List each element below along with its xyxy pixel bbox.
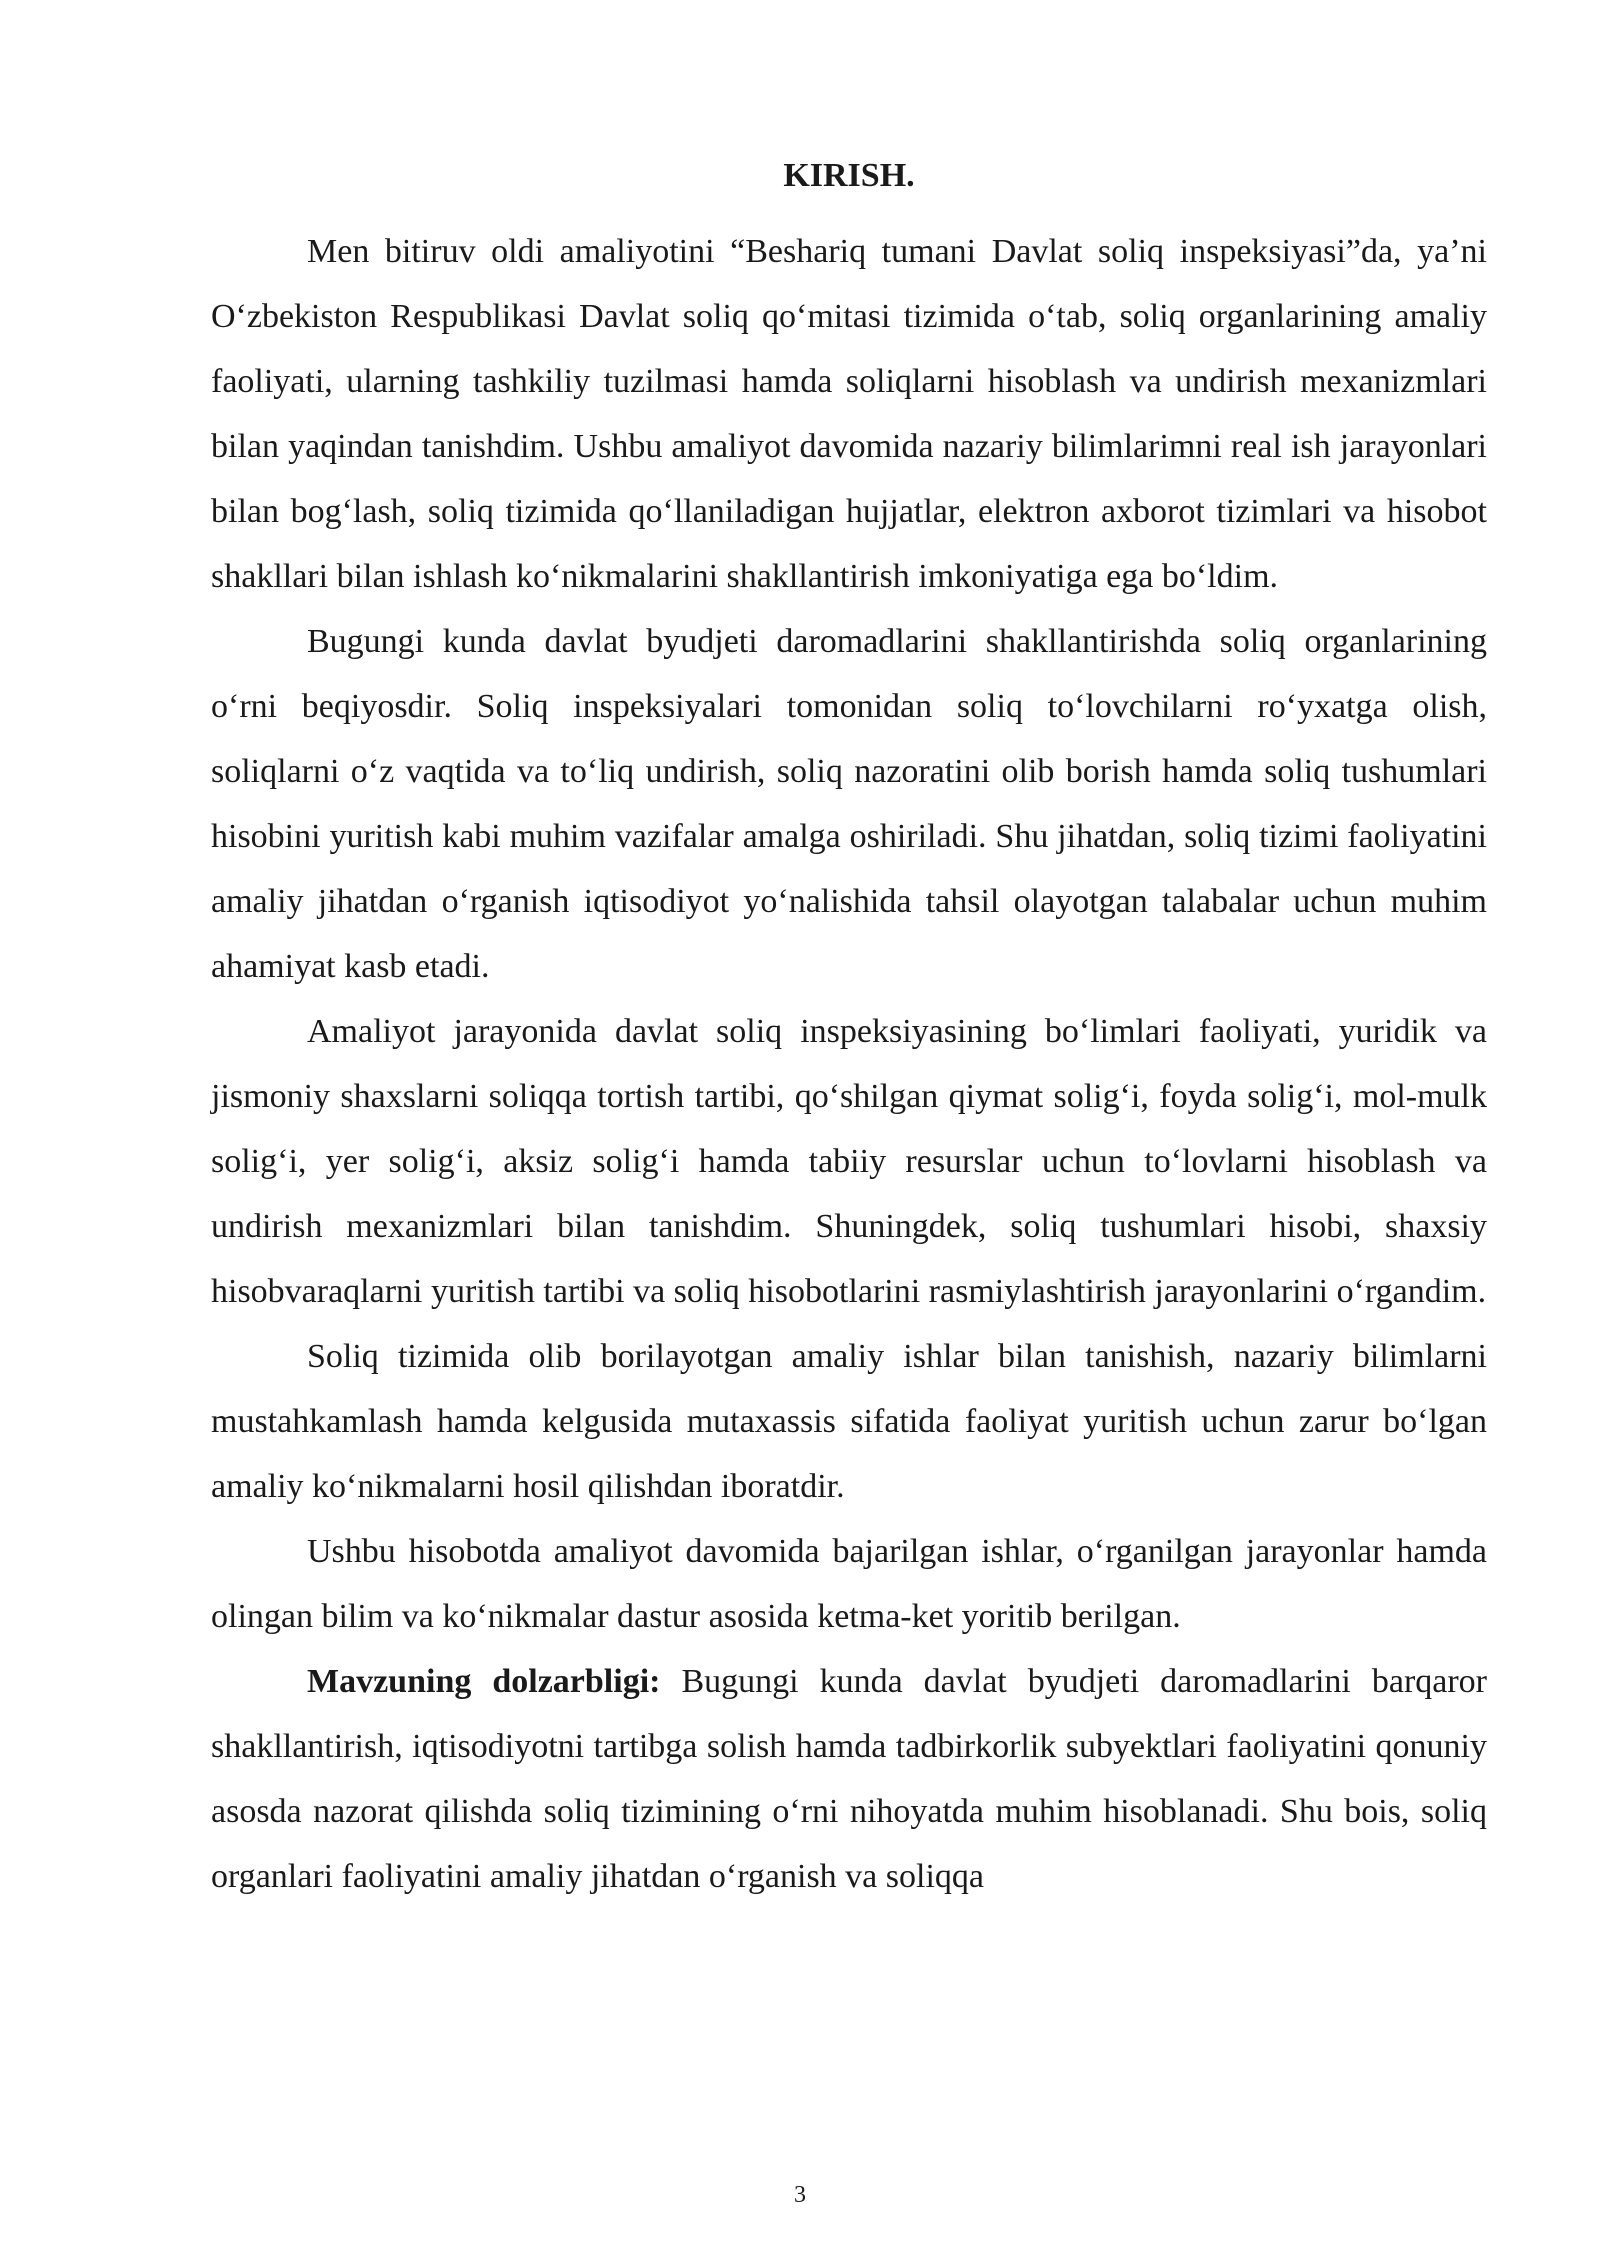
page-number: 3 — [794, 2182, 806, 2208]
paragraph-intro — [211, 219, 1487, 609]
paragraph-text: Bugungi kunda davlat byudjeti daromadlarini shakllantirishda soliq organlarining o‘rni beqiyosdir. Soliq inspeksiyalari tomonidan soliq to‘lovchilarni ro‘yxatga olish, soliqlarni o‘z vaqtida va to‘liq undirish, soliq nazoratini olib borish hamda soliq tushumlari hisobini yuritish kabi muhim vazifalar amalga oshiriladi. Shu jihatdan, soliq tizimi faoliyatini amaliy jihatdan o‘rganish iqtisodiyot yo‘nalishida tahsil olayotgan talabalar uchun muhim ahamiyat kasb etadi. — [211, 623, 1487, 985]
paragraph-text: Men bitiruv oldi amaliyotini “Beshariq tumani Davlat soliq inspeksiyasi”da, ya’ni O‘zbekiston Respublikasi Davlat soliq qo‘mitasi tizimida o‘tab, soliq organlarining amaliy faoliyati, ularning tashkiliy tuzilmasi hamda soliqlarni hisoblash va undirish mexanizmlari bilan yaqindan tanishdim. Ushbu amaliyot davomida nazariy bilimlarimni real ish jarayonlari bilan bog‘lash, soliq tizimida qo‘llaniladigan hujjatlar, elektron axborot tizimlari va hisobot shakllari bilan ishlash ko‘nikmalarini shakllantirish imkoniyatiga ega bo‘ldim. — [211, 233, 1487, 595]
paragraph-practice-process — [211, 999, 1487, 1324]
paragraph-text: Soliq tizimida olib borilayotgan amaliy ishlar bilan tanishish, nazariy bilimlarni mustahkamlash hamda kelgusida mutaxassis sifatida faoliyat yuritish uchun zarur bo‘lgan amaliy ko‘nikmalarni hosil qilishdan iboratdir. — [211, 1338, 1487, 1505]
body-text — [211, 219, 1487, 1909]
paragraph-purpose — [211, 1324, 1487, 1519]
section-title: KIRISH. — [783, 157, 915, 194]
paragraph-text: Ushbu hisobotda amaliyot davomida bajarilgan ishlar, o‘rganilgan jarayonlar hamda olingan bilim va ko‘nikmalar dastur asosida ketma-ket yoritib berilgan. — [211, 1533, 1487, 1635]
paragraph-text: Amaliyot jarayonida davlat soliq inspeksiyasining bo‘limlari faoliyati, yuridik va jismoniy shaxslarni soliqqa tortish tartibi, qo‘shilgan qiymat solig‘i, foyda solig‘i, mol-mulk solig‘i, yer solig‘i, aksiz solig‘i hamda tabiiy resurslar uchun to‘lovlarni hisoblash va undirish mexanizmlari bilan tanishdim. Shuningdek, soliq tushumlari hisobi, shaxsiy hisobvaraqlarni yuritish tartibi va soliq hisobotlarini rasmiylashtirish jarayonlarini o‘rgandim. — [211, 1013, 1487, 1310]
paragraph-budget-role — [211, 609, 1487, 999]
paragraph-lead: Mavzuning dolzarbligi: — [307, 1663, 661, 1700]
paragraph-text: Bugungi kunda davlat byudjeti daromadlarini barqaror shakllantirish, iqtisodiyotni tartibga solish hamda tadbirkorlik subyektlari faoliyatini qonuniy asosda nazorat qilishda soliq tizimining o‘rni nihoyatda muhim hisoblanadi. Shu bois, soliq organlari faoliyatini amaliy jihatdan o‘rganish va soliqqa — [211, 1663, 1487, 1895]
paragraph-report-overview — [211, 1519, 1487, 1649]
paragraph-relevance — [211, 1649, 1487, 1909]
